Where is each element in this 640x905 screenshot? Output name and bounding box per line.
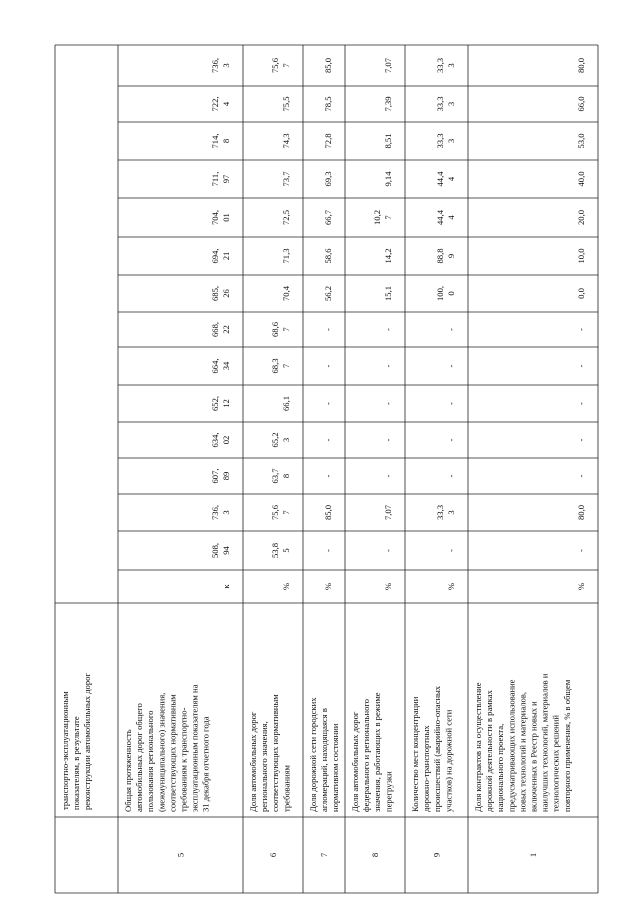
year-value-cell (383, 402, 393, 405)
year-value-cell-line: 4 (446, 176, 456, 182)
year-value-cell (281, 171, 291, 187)
year-value-cell-line: 72,8 (323, 133, 333, 149)
unit-cell-line: % (323, 582, 333, 591)
year-value-cell-line: 33,3 (434, 133, 445, 149)
target-value-cell-line: 736, (209, 504, 220, 521)
indicator-name-line: эксплуатационным показателям на (189, 684, 200, 812)
year-value-cell (383, 364, 393, 367)
indicator-name-line: национального проекта, (495, 723, 506, 812)
indicator-name-line: 31 декабря отчетного года (200, 716, 211, 812)
year-value-cell-line: 3 (281, 437, 291, 443)
year-value-cell-line: 668, (209, 321, 220, 338)
year-value-cell-line: 89 (221, 471, 231, 481)
year-value-cell-line: - (323, 328, 333, 331)
target-value-cell-line: 75,6 (269, 504, 280, 521)
year-value-cell-line: 78,5 (323, 96, 333, 112)
indicator-name-line: Доля контрактов на осуществление (473, 682, 483, 812)
year-value-cell-line: 0,0 (576, 288, 586, 299)
indicator-name-line: соответствующих нормативным (167, 694, 178, 812)
year-value-cell-line: 8 (281, 473, 291, 479)
year-value-cell-line: 0 (446, 291, 456, 296)
row-number (432, 853, 442, 857)
base-value-cell-line: 5 (281, 548, 291, 553)
year-value-cell-line: - (446, 328, 456, 331)
year-value-cell (383, 248, 393, 263)
year-value-cell-line: - (323, 474, 333, 478)
year-value-cell-line: 4 (221, 101, 231, 107)
year-value-cell (323, 171, 333, 186)
year-value-cell (323, 133, 333, 148)
year-value-cell-line: 3 (446, 101, 456, 107)
year-value-cell-line: - (576, 402, 586, 405)
row-number (319, 852, 329, 857)
year-value-cell (576, 328, 586, 331)
year-value-cell-line: 3 (446, 63, 456, 68)
year-value-cell-line: 10,2 (371, 209, 382, 226)
base-value-cell-line: - (383, 549, 393, 552)
year-value-cell-line: 02 (221, 435, 231, 445)
indicator-name-line: значения, работающих в режиме (372, 692, 383, 812)
target-value-cell-line: 85,0 (323, 504, 333, 521)
year-value-cell-line: 85,0 (323, 57, 333, 74)
year-value-cell (383, 133, 393, 148)
year-value-cell-line: - (383, 402, 393, 405)
year-value-cell-line: 634, (209, 432, 220, 448)
year-value-cell-line: - (576, 474, 586, 478)
year-value-cell (576, 58, 586, 73)
year-value-cell-line: 7 (281, 63, 291, 68)
year-value-cell-line: - (576, 438, 586, 442)
indicator-name-line: пользования регионального (145, 710, 156, 812)
year-value-cell (323, 248, 333, 264)
row-number-line: 5 (175, 852, 186, 858)
year-value-cell-line: 7,07 (383, 57, 393, 74)
year-value-cell (576, 288, 586, 299)
indicator-name-line: Доля автомобильных дорог (248, 711, 258, 812)
year-value-cell-line: 14,2 (383, 248, 393, 264)
header-fragment-text-line: реконструкции автомобильных дорог (82, 673, 93, 810)
header-fragment-text-line: показателям, в результате (71, 716, 82, 810)
year-value-cell-line: - (323, 438, 333, 442)
target-value-cell (383, 504, 393, 520)
year-value-cell-line: 56,2 (323, 285, 333, 302)
year-value-cell-line: 33,3 (434, 96, 445, 112)
indicator-name-line: предусматривающих использование (506, 679, 517, 812)
year-value-cell (281, 285, 291, 301)
indicator-name-line: перегрузки (383, 771, 394, 812)
unit-cell (446, 583, 456, 590)
year-value-cell (281, 248, 291, 263)
indicator-name-line: требованиям (281, 765, 292, 812)
year-value-cell (281, 133, 291, 148)
year-value-cell (323, 209, 333, 225)
year-value-cell-line: 21 (221, 251, 231, 261)
year-value-cell (576, 171, 586, 186)
year-value-cell-line: 8 (221, 138, 231, 144)
year-value-cell-line: 4 (446, 215, 456, 220)
indicator-name-line: нормативном состоянии (330, 723, 341, 812)
indicator-name-line: новых технологий и материалов, (517, 691, 528, 812)
indicator-name-line: федерального и регионального (361, 699, 372, 812)
base-value-cell (323, 549, 333, 552)
year-value-cell-line: 40,0 (576, 171, 586, 187)
target-value-cell-line: 3 (446, 510, 456, 515)
year-value-cell-line: 22 (221, 325, 231, 334)
year-value-cell-line: 704, (209, 209, 220, 226)
year-value-cell-line: 44,4 (434, 171, 445, 187)
indicator-name-line: наилучших технологий, материалов и (539, 673, 550, 812)
indicator-name-line: дорожно-транспортных (421, 725, 432, 812)
year-value-cell (323, 286, 333, 301)
year-value-cell-line: - (383, 364, 393, 368)
year-value-cell-line: - (576, 328, 586, 331)
year-value-cell-line: 652, (209, 395, 220, 412)
unit-cell (281, 583, 291, 590)
indicator-name-line: участков) на дорожной сети (443, 709, 454, 812)
unit-cell-line: % (383, 582, 393, 591)
year-value-cell (323, 438, 333, 441)
year-value-cell-line: - (323, 402, 333, 405)
year-value-cell-line: 26 (221, 289, 231, 298)
year-value-cell (323, 328, 333, 331)
year-value-cell-line: - (446, 474, 456, 478)
row-number-line: 8 (370, 852, 380, 858)
base-value-cell-line: 94 (221, 546, 231, 555)
base-value-cell (383, 549, 393, 552)
indicator-name-line: соответствующих нормативным (270, 694, 281, 812)
indicator-name-line: автомобильных дорог общего (134, 703, 145, 812)
year-value-cell-line: 714, (209, 133, 220, 149)
year-value-cell (576, 96, 586, 111)
row-number (528, 853, 538, 857)
row-number-line: 9 (431, 852, 442, 858)
unit-cell (576, 583, 586, 590)
year-value-cell-line: 66,0 (576, 96, 586, 112)
row-number-line: 7 (319, 852, 329, 858)
year-value-cell-line: 68,6 (269, 321, 280, 338)
indicator-name-line: (межмуниципального) значения, (156, 692, 167, 812)
year-value-cell-line: 34 (221, 361, 231, 371)
year-value-cell-line: 44,4 (434, 209, 445, 226)
year-value-cell-line: 63,7 (269, 468, 280, 484)
unit-cell (383, 583, 393, 590)
year-value-cell (281, 96, 291, 111)
unit-cell-line: к (221, 584, 231, 589)
year-value-cell (383, 474, 393, 477)
year-value-cell-line: 75,6 (269, 57, 280, 74)
year-value-cell-line: 58,6 (323, 248, 333, 264)
year-value-cell-line: - (383, 328, 393, 331)
year-value-cell-line: 9 (446, 253, 456, 259)
year-value-cell-line: 7,39 (383, 96, 393, 112)
row-number (370, 853, 380, 857)
unit-cell (323, 583, 333, 590)
year-value-cell (383, 171, 393, 187)
header-fragment-text-line: транспортно-эксплуатационным (60, 691, 70, 810)
year-value-cell (281, 210, 291, 225)
year-value-cell (446, 438, 456, 441)
year-value-cell-line: - (446, 438, 456, 442)
year-value-cell-line: 75,5 (281, 96, 291, 112)
indicator-name-line: включенных в Реестр новых и (528, 701, 539, 812)
year-value-cell-line: 53,0 (576, 133, 586, 149)
year-value-cell (383, 96, 393, 111)
year-value-cell (576, 364, 586, 367)
target-value-cell-line: 7,07 (383, 504, 393, 521)
year-value-cell-line: 69,3 (323, 171, 333, 187)
base-value-cell-line: 53,8 (269, 542, 280, 559)
year-value-cell-line: 7 (281, 363, 291, 369)
indicator-name-line: происшествий (аварийно-опасных (432, 685, 443, 812)
year-value-cell-line: 72,5 (281, 209, 291, 226)
target-value-cell-line: 3 (221, 510, 231, 515)
year-value-cell-line: 73,7 (281, 171, 291, 187)
year-value-cell-line: 97 (221, 174, 231, 184)
year-value-cell (323, 474, 333, 477)
year-value-cell (281, 396, 291, 411)
unit-cell-line: % (446, 582, 456, 591)
row-number (176, 853, 186, 857)
year-value-cell-line: 12 (221, 399, 231, 408)
year-value-cell (323, 364, 333, 367)
indicator-name-line: повторного применения, % в общем (561, 679, 572, 812)
year-value-cell-line: 66,7 (323, 209, 333, 226)
indicator-name-line: агломераций, находящаяся в (319, 708, 330, 812)
year-value-cell-line: 694, (209, 248, 220, 264)
indicator-name (123, 684, 211, 812)
year-value-cell-line: - (383, 438, 393, 442)
year-value-cell-line: - (446, 402, 456, 405)
year-value-cell (383, 57, 393, 73)
year-value-cell-line: 88,8 (434, 248, 445, 264)
year-value-cell-line: 10,0 (576, 248, 586, 264)
year-value-cell-line: 71,3 (281, 248, 291, 264)
year-value-cell-line: 711, (209, 171, 220, 187)
year-value-cell (576, 248, 586, 263)
base-value-cell-line: - (576, 549, 586, 552)
year-value-cell-line: 74,3 (281, 133, 291, 149)
year-value-cell-line: 722, (209, 96, 220, 112)
year-value-cell (383, 438, 393, 441)
base-value-cell-line: 508, (209, 542, 220, 559)
year-value-cell (383, 328, 393, 331)
target-value-cell-line: 33,3 (434, 504, 445, 521)
year-value-cell-line: 68,3 (269, 358, 280, 374)
year-value-cell (576, 474, 586, 477)
target-value-cell-line: 80,0 (576, 504, 586, 521)
year-value-cell-line: 8,51 (383, 133, 393, 149)
year-value-cell-line: 80,0 (576, 57, 586, 74)
year-value-cell (576, 402, 586, 405)
row-number (268, 852, 278, 857)
year-value-cell-line: 664, (209, 358, 220, 374)
year-value-cell (446, 364, 456, 367)
base-value-cell (576, 549, 586, 552)
indicator-name-line: регионального значения, (259, 721, 270, 812)
year-value-cell-line: 607, (209, 468, 220, 484)
year-value-cell-line: - (446, 364, 456, 368)
year-value-cell-line: - (323, 364, 333, 368)
year-value-cell (446, 402, 456, 405)
year-value-cell (446, 328, 456, 331)
year-value-cell-line: 01 (221, 213, 231, 222)
year-value-cell-line: 20,0 (576, 209, 586, 226)
base-value-cell (446, 549, 456, 552)
indicator-name-line: Количество мест концентрации (410, 696, 420, 812)
target-value-cell-line: 7 (281, 510, 291, 515)
year-value-cell-line: 9,14 (383, 171, 393, 187)
row-number-line: 6 (268, 852, 278, 858)
target-value-cell (576, 505, 586, 520)
indicator-name-line: Доля автомобильных дорог (350, 711, 360, 812)
year-value-cell-line: 3 (446, 138, 456, 144)
unit-cell-line: % (281, 582, 291, 591)
year-value-cell (383, 286, 393, 301)
base-value-cell-line: - (323, 549, 333, 552)
year-value-cell (576, 438, 586, 441)
year-value-cell-line: 100, (434, 285, 445, 302)
target-value-cell (323, 505, 333, 520)
base-value-cell-line: - (446, 549, 456, 552)
year-value-cell (323, 402, 333, 405)
year-value-cell-line: 70,4 (281, 285, 291, 302)
year-value-cell-line: 7 (383, 215, 393, 220)
year-value-cell-line: 3 (221, 63, 231, 68)
year-value-cell (323, 96, 333, 111)
indicator-name-line: дорожной деятельности в рамках (484, 690, 495, 812)
unit-cell-line: % (576, 582, 586, 591)
year-value-cell (323, 58, 333, 73)
year-value-cell-line: - (383, 474, 393, 478)
year-value-cell-line: 65,2 (269, 432, 280, 448)
year-value-cell-line: 15,1 (383, 285, 393, 302)
year-value-cell (576, 210, 586, 225)
indicator-name-line: Доля дорожной сети городских (308, 697, 318, 812)
indicator-name-line: требованиям к транспортно- (178, 707, 189, 812)
year-value-cell-line: 33,3 (434, 57, 445, 74)
year-value-cell-line: 7 (281, 327, 291, 332)
indicator-name-line: технологических решений (550, 715, 561, 812)
year-value-cell (576, 133, 586, 148)
year-value-cell (446, 474, 456, 477)
year-value-cell-line: 66,1 (281, 395, 291, 412)
year-value-cell-line: 685, (209, 285, 220, 302)
year-value-cell-line: - (576, 364, 586, 368)
indicator-name-line: Общая протяженность (123, 729, 133, 812)
year-value-cell-line: 736, (209, 57, 220, 74)
row-number-line: 1 (528, 852, 538, 858)
